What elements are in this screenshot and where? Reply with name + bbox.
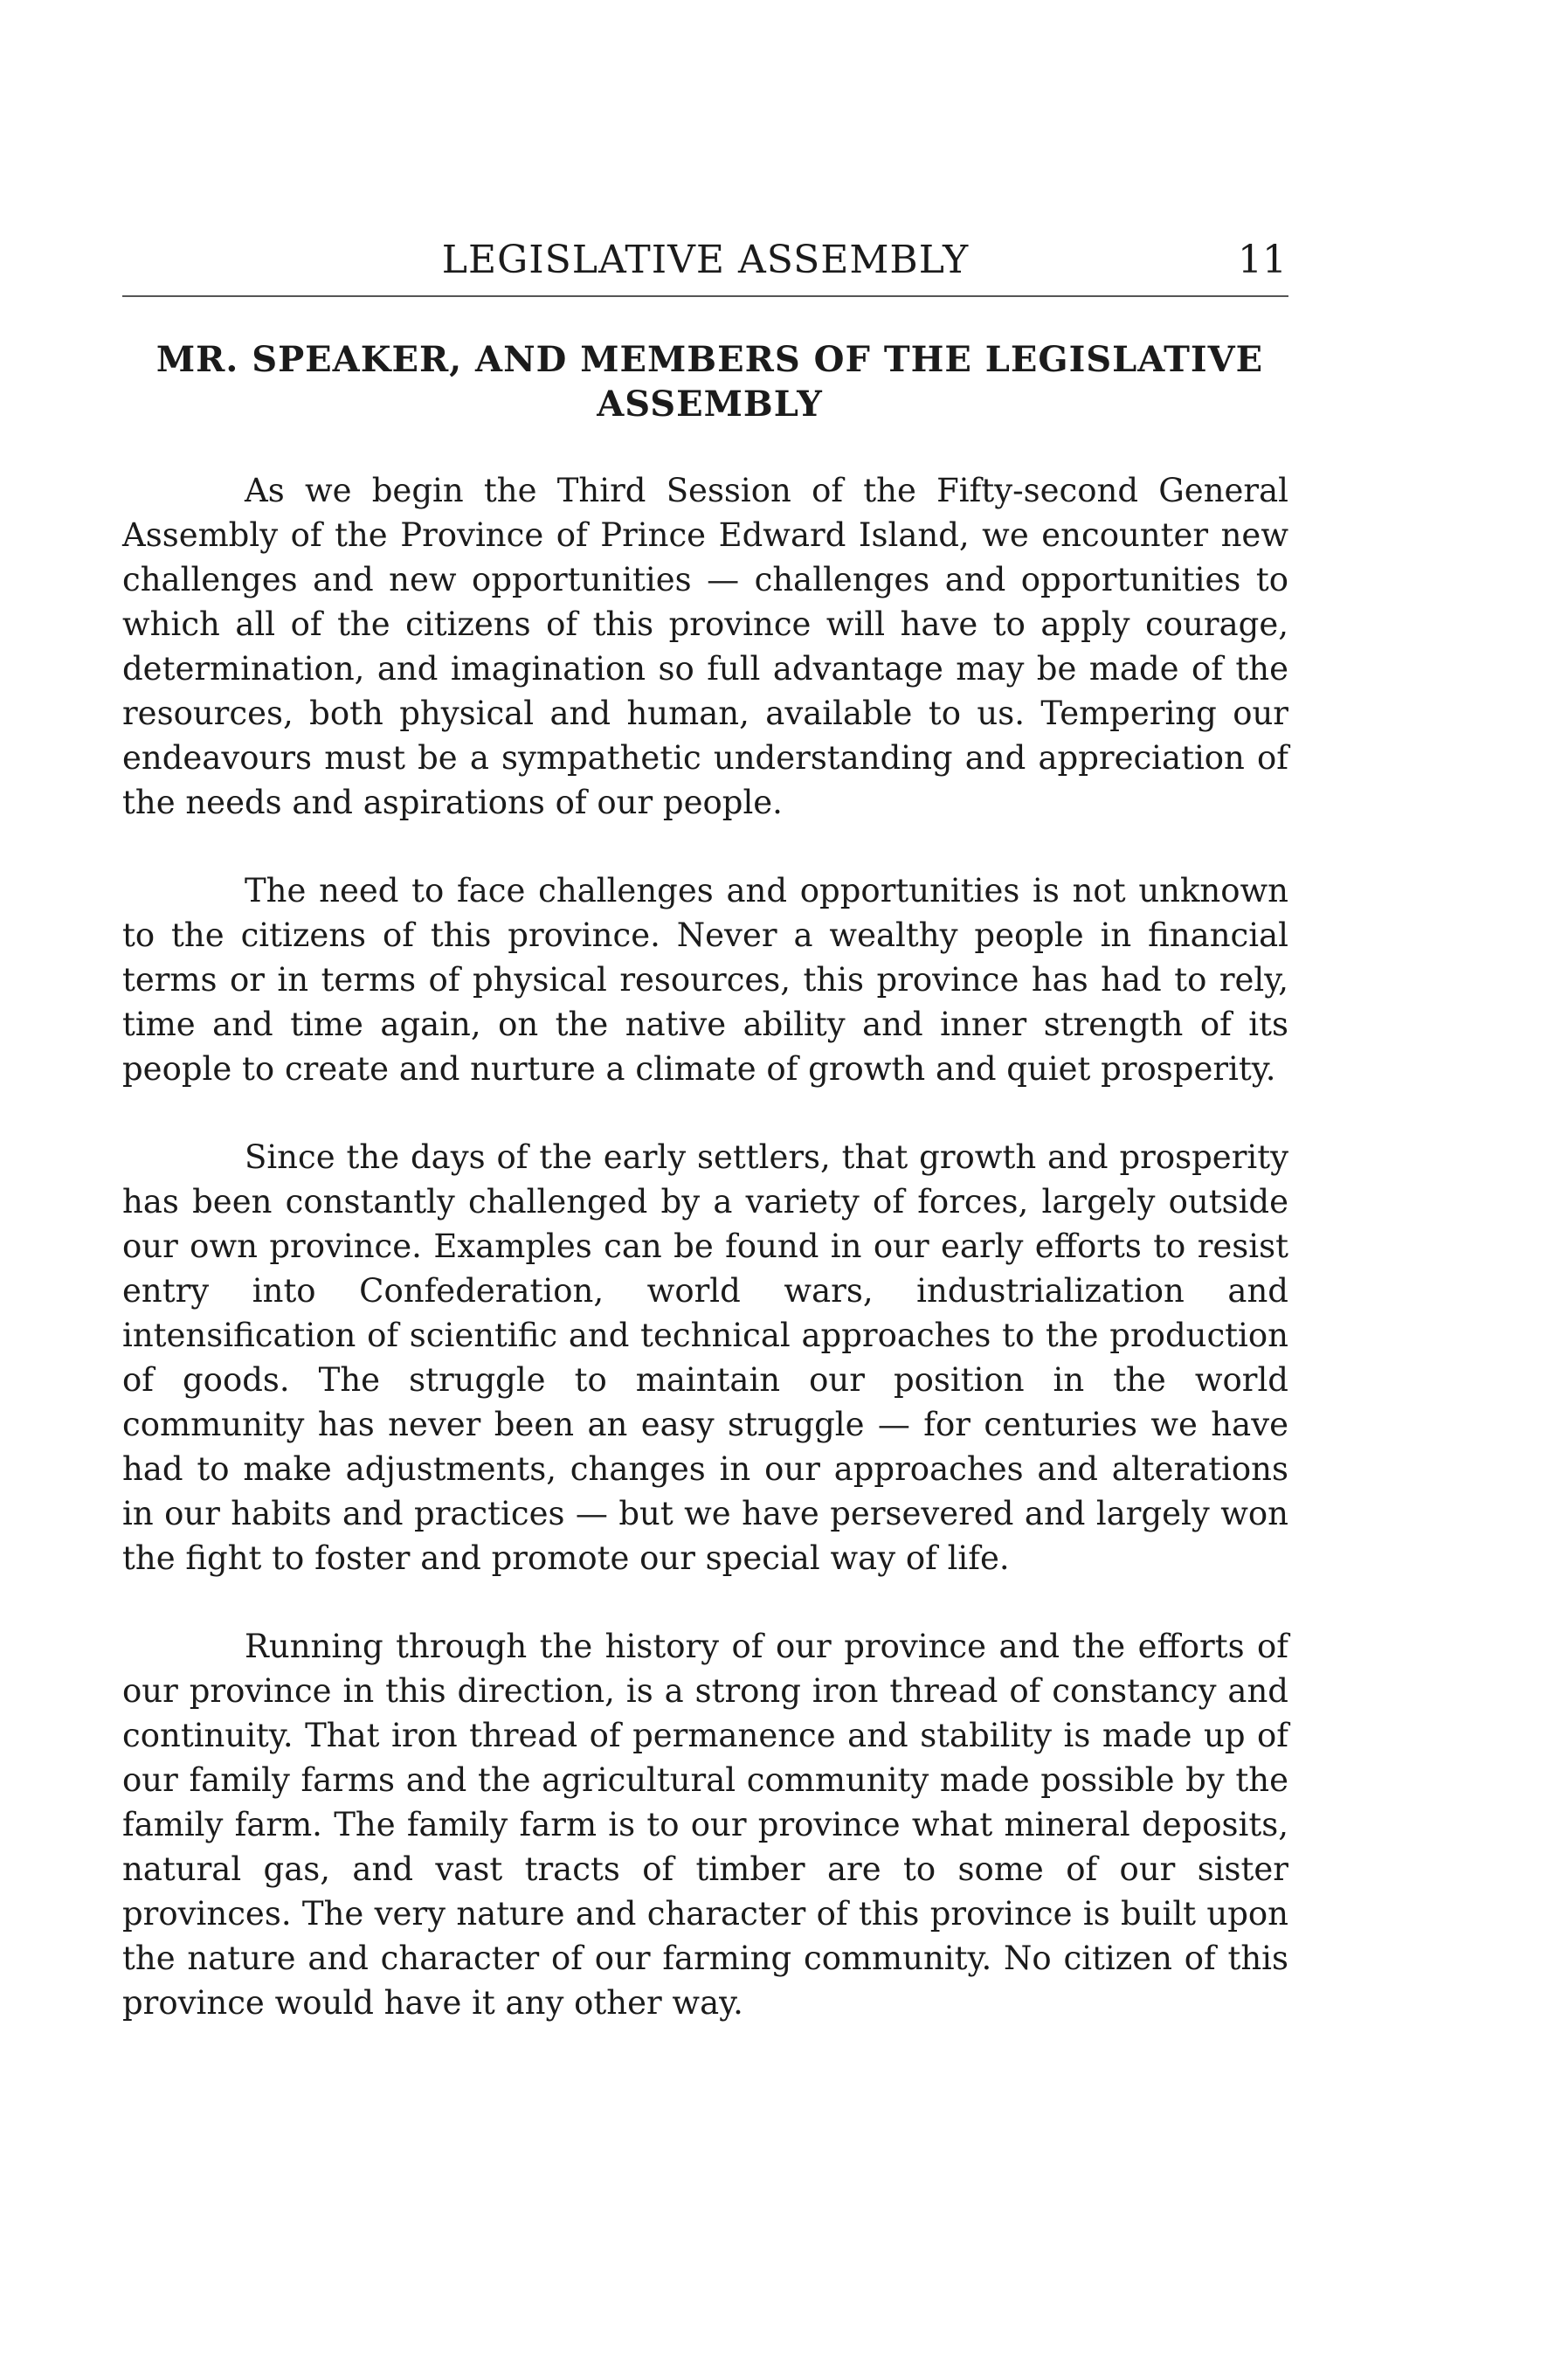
paragraph-4: Running through the history of our province and the efforts of our province in this direction, is a strong iron thread of constancy and continuity. That iron thread of permanence and stability is made up of our family farms and the agricultural community made possible by the family farm. The family farm is to our province what mineral deposits, natural gas, and vast tracts of timber are to some of our sister provinces. The very nature and character of this province is built upon the nature and character of our farming community. No citizen of this province would have it any other way. [122, 1628, 1288, 2022]
running-title: LEGISLATIVE ASSEMBLY [441, 238, 970, 282]
paragraph-3: Since the days of the early settlers, that growth and prosperity has been constantly challenged by a variety of forces, largely outside our own province. Examples can be found in our early efforts to resist entry into Confederation, world wars, industrialization and intensification of scientific and technical approaches to the production of goods. The struggle to maintain our position in the world community has never been an easy struggle — for centuries we have had to make adjustments, changes in our approaches and alterations in our habits and practices — but we have persevered and largely won the fight to foster and promote our special way of life. [122, 1138, 1288, 1577]
running-header [122, 234, 1288, 297]
body-text [122, 468, 1288, 2069]
paragraph-2: The need to face challenges and opportunities is not unknown to the citizens of this province. Never a wealthy people in financial terms or in terms of physical resources, this province has had to rely, time and time again, on the native ability and inner strength of its people to create and nurture a climate of growth and quiet prosperity. [122, 872, 1288, 1088]
paragraph-1: As we begin the Third Session of the Fifty-second General Assembly of the Province of Prince Edward Island, we encounter new challenges and new opportunities — challenges and opportunities to which all of the citizens of this province will have to apply courage, determination, and imagination so full advantage may be made of the resources, both physical and human, available to us. Tempering our endeavours must be a sympathetic understanding and appreciation of the needs and aspirations of our people. [122, 472, 1288, 821]
page-number: 11 [1238, 238, 1287, 282]
address-heading: MR. SPEAKER, AND MEMBERS OF THE LEGISLATIVE ASSEMBLY [155, 339, 1264, 425]
